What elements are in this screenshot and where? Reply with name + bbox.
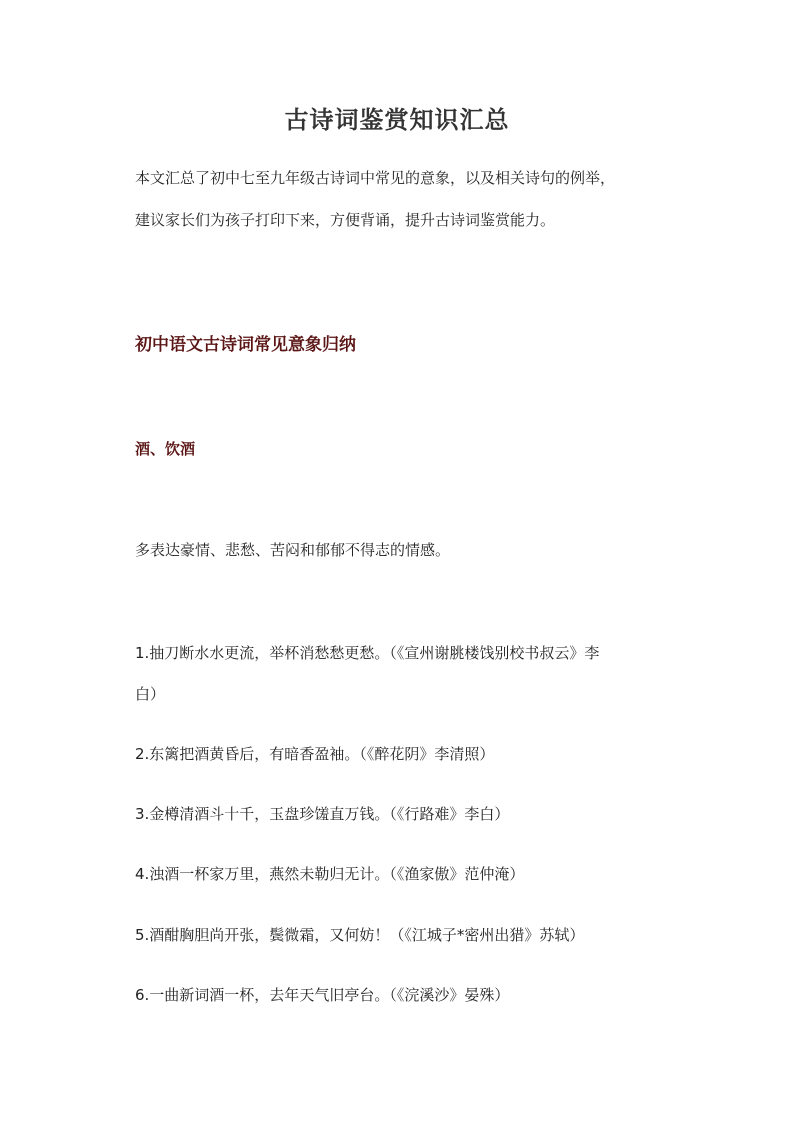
list-item: 6.一曲新词酒一杯，去年天气旧亭台。（《浣溪沙》晏殊） (135, 986, 510, 1004)
list-item: 5.酒酣胸胆尚开张，鬓微霜，又何妨！（《江城子*密州出猎》苏轼） (135, 926, 585, 944)
intro-line-1: 本文汇总了初中七至九年级古诗词中常见的意象，以及相关诗句的例举， (135, 169, 616, 187)
section-heading: 初中语文古诗词常见意象归纳 (135, 335, 356, 355)
list-item: 3.金樽清酒斗十千，玉盘珍馐直万钱。（《行路难》李白） (135, 805, 510, 823)
imagery-description: 多表达豪情、悲愁、苦闷和郁郁不得志的情感。 (135, 541, 451, 559)
list-item-continuation: 白） (135, 685, 166, 703)
list-item: 4.浊酒一杯家万里，燕然未勒归无计。（《渔家傲》范仲淹） (135, 865, 525, 883)
list-item: 1.抽刀断水水更流，举杯消愁愁更愁。（《宣州谢脁楼饯别校书叔云》李 (135, 644, 600, 662)
page-title: 古诗词鉴赏知识汇总 (284, 106, 510, 134)
list-item: 2.东篱把酒黄昏后，有暗香盈袖。（《醉花阴》李清照） (135, 745, 495, 763)
sub-heading: 酒、饮酒 (135, 440, 196, 458)
intro-line-2: 建议家长们为孩子打印下来，方便背诵，提升古诗词鉴赏能力。 (135, 211, 556, 229)
